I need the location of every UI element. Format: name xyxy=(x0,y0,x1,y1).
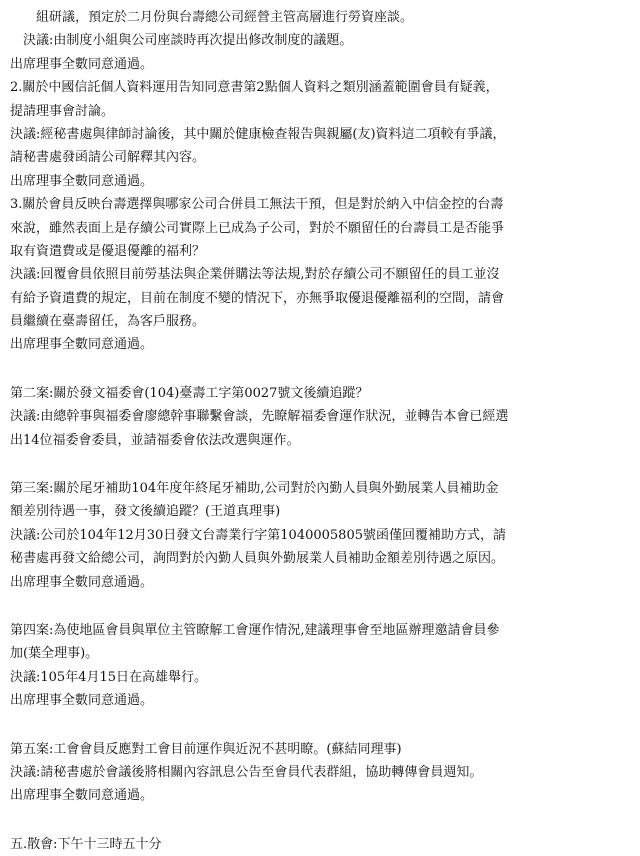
case-heading: 第四案:為使地區會員與單位主管瞭解工會運作情況,建議理事會至地區辦理邀請會員參 xyxy=(10,622,500,638)
text-line: 提請理事會討論。 xyxy=(10,103,115,119)
text-line: 取有資遣費或是優退優離的福利？ xyxy=(10,243,206,259)
text-line: 決議:回覆會員依照目前勞基法與企業併購法等法規,對於存續公司不願留任的員工並沒 xyxy=(10,267,500,283)
text-line: 決議:經秘書處與律師討論後，其中關於健康檢查報告與親屬(友)資料這二項較有爭議， xyxy=(10,126,506,142)
section-gap xyxy=(10,594,626,619)
case-heading: 第二案:關於發文福委會(104)臺壽工字第0027號文後續追蹤？ xyxy=(10,385,369,401)
adjournment-line: 五.散會:下午十三時五十分 xyxy=(10,836,162,852)
section-gap xyxy=(10,808,626,833)
text-line: 決議:公司於104年12月30日發文台壽業行字第1040005805號函僅回覆補助方式，請 xyxy=(10,527,506,543)
case-heading: 第三案:關於尾牙補助104年度年終尾牙補助,公司對於內勤人員與外勤展業人員補助金 xyxy=(10,481,499,497)
text-line: 3.關於會員反映台壽選擇與哪家公司合併員工無法干預，但是對於納入中信金控的台壽 xyxy=(10,197,504,213)
section-gap xyxy=(10,357,626,382)
text-line: 出席理事全數同意通過。 xyxy=(10,788,154,804)
text-line: 出席理事全數同意通過。 xyxy=(10,693,154,709)
text-line: 請秘書處發函請公司解釋其內容。 xyxy=(10,150,206,166)
text-line: 決議:由制度小組與公司座談時再次提出修改制度的議題。 xyxy=(23,33,353,49)
text-line: 出席理事全數同意通過。 xyxy=(10,574,154,590)
text-line: 出席理事全數同意通過。 xyxy=(10,56,154,72)
text-line: 2.關於中國信託個人資料運用告知同意書第2點個人資料之類別涵蓋範圍會員有疑義， xyxy=(10,80,499,96)
section-gap xyxy=(10,452,626,477)
text-line: 出席理事全數同意通過。 xyxy=(10,173,154,189)
text-line: 出席理事全數同意通過。 xyxy=(10,337,154,353)
text-line: 員繼續在臺壽留任，為客戶服務。 xyxy=(10,314,206,330)
text-line: 秘書處再發文給總公司，詢問對於內勤人員與外勤展業人員補助金額差別待遇之原因。 xyxy=(10,551,505,567)
text-line: 組研議，預定於二月份與台壽總公司經營主管高層進行勞資座談。 xyxy=(36,10,414,25)
text-line: 來說，雖然表面上是存續公司實際上已成為子公司，對於不願留任的台壽員工是否能爭 xyxy=(10,220,505,236)
text-line: 有給予資遣費的規定，目前在制度不變的情況下，亦無爭取優退優離福利的空間，請會 xyxy=(10,290,505,306)
case-heading: 第五案:工會會員反應對工會目前運作與近況不甚明瞭。(蘇結同理事) xyxy=(10,741,402,757)
text-line: 額差別待遇一事，發文後續追蹤？(王道真理事) xyxy=(10,504,281,520)
section-gap xyxy=(10,713,626,738)
text-line: 出14位福委會委員，並請福委會依法改選與運作。 xyxy=(10,432,300,448)
text-line: 加(葉全理事)。 xyxy=(10,646,99,662)
text-line: 決議:請秘書處於會議後將相關內容訊息公告至會員代表群組，協助轉傳會員週知。 xyxy=(10,764,483,780)
text-line: 決議:由總幹事與福委會廖總幹事聯繫會談，先瞭解福委會運作狀況，並轉告本會已經選 xyxy=(10,409,509,425)
text-line: 決議:105年4月15日在高雄舉行。 xyxy=(10,669,208,685)
